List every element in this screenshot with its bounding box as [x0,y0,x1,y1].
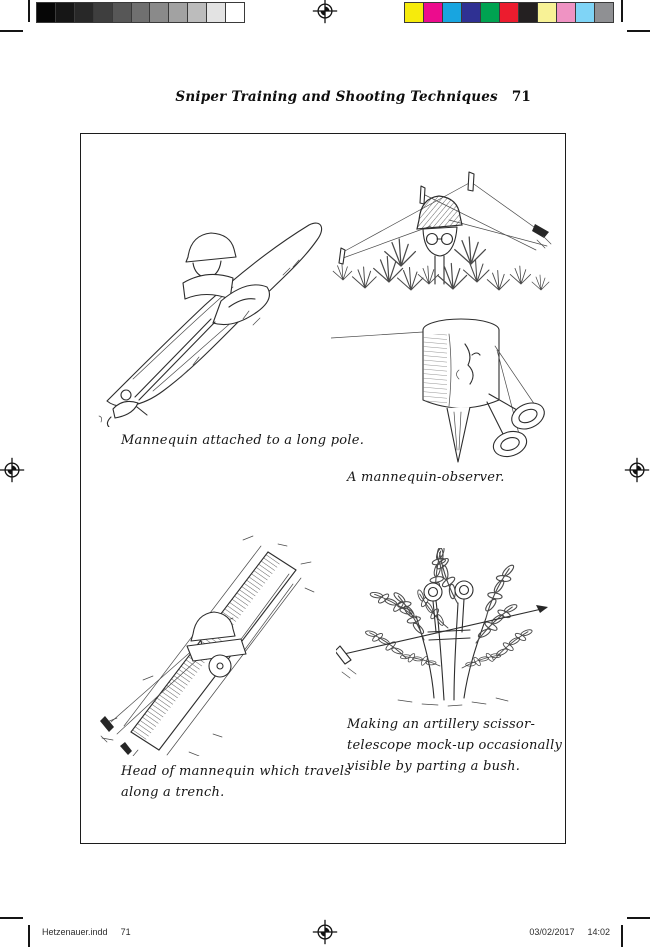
running-header [175,89,531,105]
figure-caption: Mannequin attached to a long pole. [121,433,365,448]
color-swatch [37,3,56,22]
crop-mark [627,917,650,919]
crop-mark [28,925,30,947]
crop-mark [627,30,650,32]
registration-mark-icon [312,0,338,24]
color-swatch [56,3,75,22]
caption-line: Making an artillery scissor- [347,717,536,732]
footer-date: 03/02/2017 [529,927,575,937]
page-number: 71 [511,89,531,105]
footer-time: 14:02 [587,927,610,937]
figure-caption: A mannequin-observer. [347,470,505,485]
color-swatch [481,3,500,22]
color-calibration-bar [404,2,614,23]
color-swatch [132,3,151,22]
color-swatch [405,3,424,22]
figure-caption [121,761,351,803]
color-swatch [519,3,538,22]
color-swatch [443,3,462,22]
caption-line: visible by parting a bush. [347,759,521,774]
footer-page-number: 71 [120,927,131,937]
crop-mark [0,30,23,32]
color-swatch [538,3,557,22]
color-swatch [462,3,481,22]
registration-mark-icon [624,457,650,483]
mannequin-long-pole-illustration [93,179,333,427]
color-swatch [207,3,226,22]
mannequin-head-trench-illustration [93,526,328,756]
scissor-telescope-bush-illustration [336,548,561,710]
crop-mark [621,0,623,22]
color-swatch [75,3,94,22]
figure-panel [80,133,566,844]
color-swatch [169,3,188,22]
crop-mark [0,917,23,919]
color-swatch [150,3,169,22]
registration-mark-icon [0,457,25,483]
crop-mark [621,925,623,947]
color-swatch [226,3,244,22]
mannequin-observer-illustration [331,162,559,472]
caption-line: telescope mock-up occasionally [347,738,563,753]
color-swatch [94,3,113,22]
footer-datetime [529,927,610,937]
footer-file-name: Hetzenauer.indd [42,927,108,937]
color-swatch [557,3,576,22]
registration-mark-icon [312,919,338,945]
footer-file-info [42,927,131,937]
color-swatch [595,3,613,22]
color-swatch [188,3,207,22]
grayscale-calibration-bar [36,2,245,23]
figure-caption [347,714,562,777]
color-swatch [500,3,519,22]
color-swatch [113,3,132,22]
caption-line: along a trench. [121,785,225,800]
caption-line: Head of mannequin which travels [121,764,352,779]
running-header-title: Sniper Training and Shooting Techniques [175,89,498,105]
color-swatch [424,3,443,22]
color-swatch [576,3,595,22]
crop-mark [28,0,30,22]
